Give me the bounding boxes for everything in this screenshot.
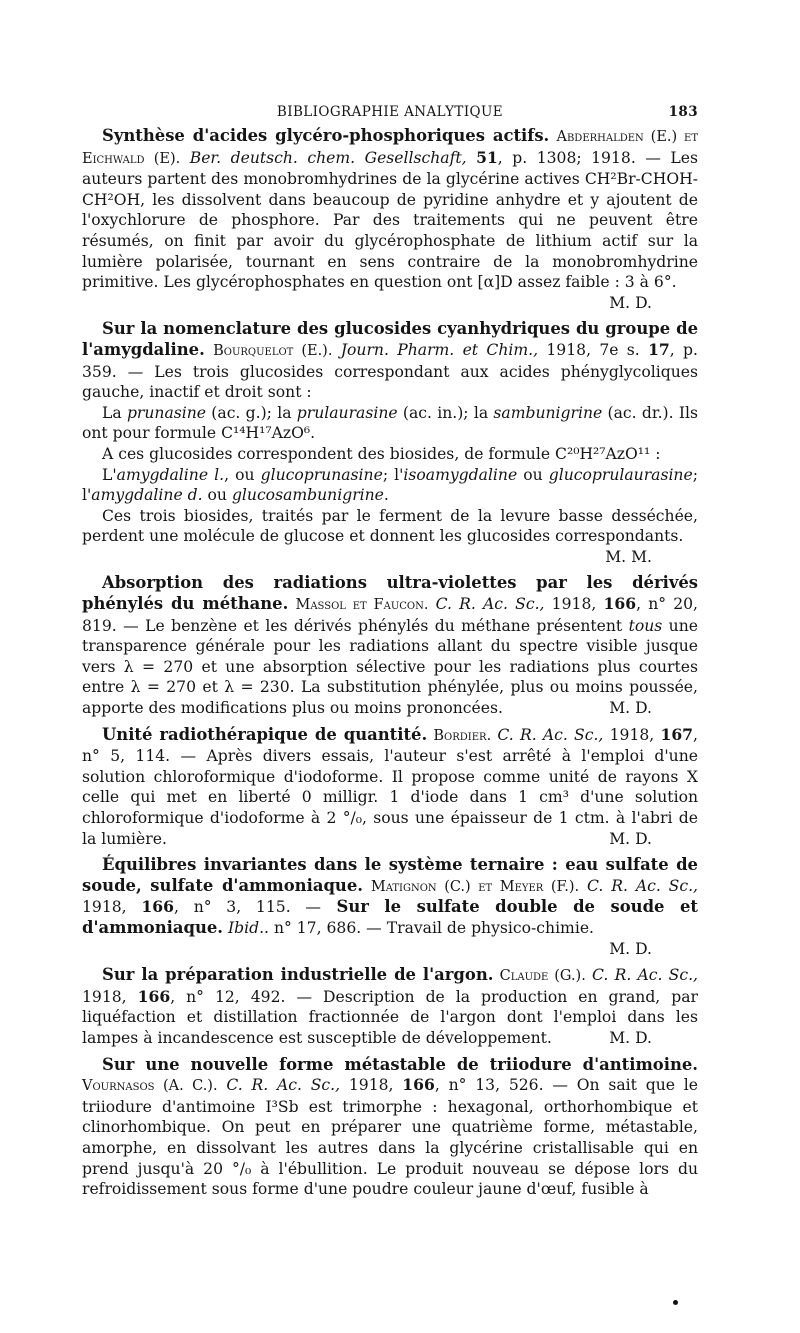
- entry-ternary-equilibria: [82, 855, 698, 959]
- entry-volume: 166: [141, 897, 174, 917]
- entry-text: Ces trois biosides, traités par le ferment de la levure basse desséchée, perdent une molécule de glucose et donnent les glucosides correspondants.: [82, 506, 698, 546]
- entry-text: ou: [202, 486, 232, 505]
- glucoside-name: prulaurasine: [296, 403, 398, 422]
- entry-text: (ac. in.); la: [397, 403, 494, 422]
- entry-authors: Vournasos (A. C.).: [82, 1078, 218, 1095]
- entry-reference-tail: , n° 13, 526.: [434, 1076, 544, 1095]
- entry-text: .: [383, 486, 389, 505]
- entry-authors: Abderhalden (E.) et Eichwald (E).: [82, 129, 698, 167]
- entry-title: Sur la nomenclature des glucosides cyanhydriques du groupe de l'amygdaline.: [82, 319, 698, 359]
- entry-radiotherapy-unit: [82, 725, 698, 850]
- page-number: 183: [668, 104, 698, 120]
- bioside-name: glucosambunigrine: [231, 486, 384, 505]
- entry-title: Absorption des radiations ultra-violettes par les dérivés phénylés du méthane.: [82, 573, 698, 614]
- entry-text: ou: [517, 465, 549, 484]
- entry-reference-mid: 1918,: [603, 725, 661, 744]
- entry-emphasis: tous: [628, 616, 663, 635]
- bioside-name: isoamygdaline: [403, 465, 518, 484]
- glucoside-name: sambunigrine: [493, 403, 603, 422]
- entry-reference-mid: 1918,: [82, 898, 142, 917]
- entry-authors: Matignon (C.) et Meyer (F.).: [370, 878, 580, 895]
- ink-speck: [673, 1300, 678, 1305]
- entry-volume: 166: [402, 1075, 435, 1095]
- entry-initials: M. D.: [609, 939, 652, 958]
- bioside-name: amygdaline d.: [91, 486, 203, 505]
- entry-text: L': [102, 465, 117, 484]
- entry-second-title: Sur le sulfate double de soude et d'ammoniaque.: [82, 897, 698, 937]
- entry-initials: M. D.: [609, 829, 652, 848]
- entry-authors: Bordier.: [433, 727, 492, 744]
- entry-second-reference-tail: n° 17, 686. — Travail de physico-chimie.: [268, 918, 595, 937]
- entry-reference-tail: , n° 12, 492.: [170, 987, 286, 1006]
- bioside-name: amygdaline l.: [116, 465, 225, 484]
- running-title: BIBLIOGRAPHIE ANALYTIQUE: [276, 104, 504, 120]
- entry-reference-mid: 1918,: [544, 595, 604, 614]
- entry-body: — On sait que le triiodure d'antimoine I³Sb est trimorphe : hexagonal, orthorhombique et clinorhombique. On peut en préparer une quatrième forme, métastable, amorphe, en dissolvant les autres dans la glycérine cristallisable qui en prend jusqu'à 20 °/₀ à l'ébullition. Le produit nouveau se dépose lors du refroidissement sous forme d'une poudre couleur jaune d'œuf, fusible à: [82, 1076, 698, 1199]
- entry-title: Synthèse d'acides glycéro-phosphoriques actifs.: [102, 126, 550, 145]
- entry-amygdalin-nomenclature: [82, 319, 698, 567]
- entry-text: ; l': [382, 465, 404, 484]
- page: [82, 100, 698, 1206]
- bioside-name: glucoprulaurasine: [548, 465, 693, 484]
- entry-title: Sur la préparation industrielle de l'argon.: [102, 965, 494, 985]
- entry-reference: Journ. Pharm. et Chim.,: [340, 340, 539, 359]
- entry-initials: M. D.: [609, 1028, 652, 1047]
- running-head: [82, 100, 698, 126]
- entry-text: (ac. dr.). Ils ont pour formule C¹⁴H¹⁷AzO⁶.: [82, 403, 699, 443]
- entry-text: A ces glucosides correspondent des biosides, de formule C²⁰H²⁷AzO¹¹ :: [102, 444, 661, 463]
- entry-reference-tail: , p. 1308; 1918.: [497, 148, 636, 167]
- entry-reference-tail: , n° 20, 819.: [82, 595, 699, 635]
- entry-text: ; l': [82, 465, 698, 505]
- entry-reference: C. R. Ac. Sc.,: [435, 595, 545, 614]
- entry-reference: C. R. Ac. Sc.,: [587, 876, 698, 895]
- entry-reference-mid: 1918,: [82, 987, 138, 1006]
- entry-reference: Ber. deutsch. chem. Gesellschaft,: [189, 148, 467, 167]
- entry-reference-tail: , p. 359.: [82, 340, 698, 381]
- entry-glycerophosphoric-acids: [82, 126, 698, 313]
- entry-reference-mid: 1918, 7e s.: [538, 340, 649, 359]
- entry-reference: C. R. Ac. Sc.,: [592, 966, 698, 985]
- entry-volume: 166: [603, 594, 637, 614]
- entry-initials: M. D.: [609, 699, 652, 718]
- entry-authors: Bourquelot (E.).: [213, 342, 333, 359]
- entry-body: — Les auteurs partent des monobromhydrines de la glycérine actives CH²Br-CHOH-CH²OH, les dissolvent dans beaucoup de pyridine anhydre et y ajoutent de l'oxychlorure de phosphore. Par des traitements qui ne peuvent être résumés, on finit par avoir du glycérophosphate de lithium actif sur la lumière polarisée, tournant en sens contraire de la monobromhydrine primitive. Les glycérophosphates en question ont [α]D assez faible : 3 à 6°.: [82, 148, 698, 292]
- entry-second-reference: Ibid..: [223, 918, 269, 937]
- entry-initials: M. D.: [609, 293, 652, 312]
- entry-authors: Claude (G.).: [499, 968, 586, 985]
- entry-title: Sur une nouvelle forme métastable de triiodure d'antimoine.: [102, 1054, 698, 1074]
- entry-authors: Massol et Faucon.: [295, 597, 429, 614]
- entry-ultraviolet-absorption: [82, 573, 698, 718]
- entry-argon-preparation: [82, 965, 698, 1048]
- entry-text: (ac. g.); la: [206, 403, 297, 422]
- entry-body: — Description de la production en grand, par liquéfaction et distillation fractionnée de l'argon dont l'emploi dans les lampes à incandescence est susceptible de développement.: [82, 987, 698, 1047]
- entry-text: La: [102, 403, 127, 422]
- entry-volume: 17: [648, 339, 670, 359]
- entry-reference: C. R. Ac. Sc.,: [497, 725, 604, 744]
- entry-volume: 166: [137, 986, 171, 1006]
- entry-volume: 167: [660, 724, 694, 744]
- entry-antimony-triiodide: [82, 1055, 698, 1200]
- entry-reference-tail: , n° 5, 114.: [82, 725, 698, 766]
- entry-reference-tail: , n° 3, 115. —: [173, 898, 322, 917]
- entry-reference-mid: 1918,: [340, 1076, 403, 1095]
- glucoside-name: prunasine: [126, 403, 207, 422]
- entry-reference: C. R. Ac. Sc.,: [226, 1076, 341, 1095]
- entry-title: Équilibres invariantes dans le système ternaire : eau sulfate de soude, sulfate d'ammoniaque.: [82, 855, 698, 895]
- entry-title: Unité radiothérapique de quantité.: [102, 724, 428, 744]
- entry-body: — Les trois glucosides correspondant aux acides phényglycoliques gauche, inactif et droit sont :: [82, 362, 698, 402]
- entry-body: une transparence générale pour les radiations allant du spectre visible jusque vers λ = 270 et une absorption sélective pour les radiations plus courtes entre λ = 270 et λ = 230. La substitution phénylée, plus ou moins poussée, apporte des modifications plus ou moins prononcées.: [82, 616, 698, 718]
- bioside-name: glucoprunasine: [260, 465, 383, 484]
- entry-initials: M. M.: [605, 547, 652, 566]
- entry-body: — Après divers essais, l'auteur s'est arrêté à l'emploi d'une solution chloroformique d'iodoforme. Il propose comme unité de rayons X celle qui met en liberté 0 milligr. 1 d'iode dans 1 cm³ d'une solution chloroformique d'iodoforme à 2 °/₀, sous une épaisseur de 1 ctm. à l'abri de la lumière.: [82, 747, 698, 848]
- entry-body: — Le benzène et les dérivés phénylés du méthane présentent: [123, 616, 629, 635]
- entry-text: , ou: [224, 465, 261, 484]
- entry-volume: 51: [476, 147, 498, 167]
